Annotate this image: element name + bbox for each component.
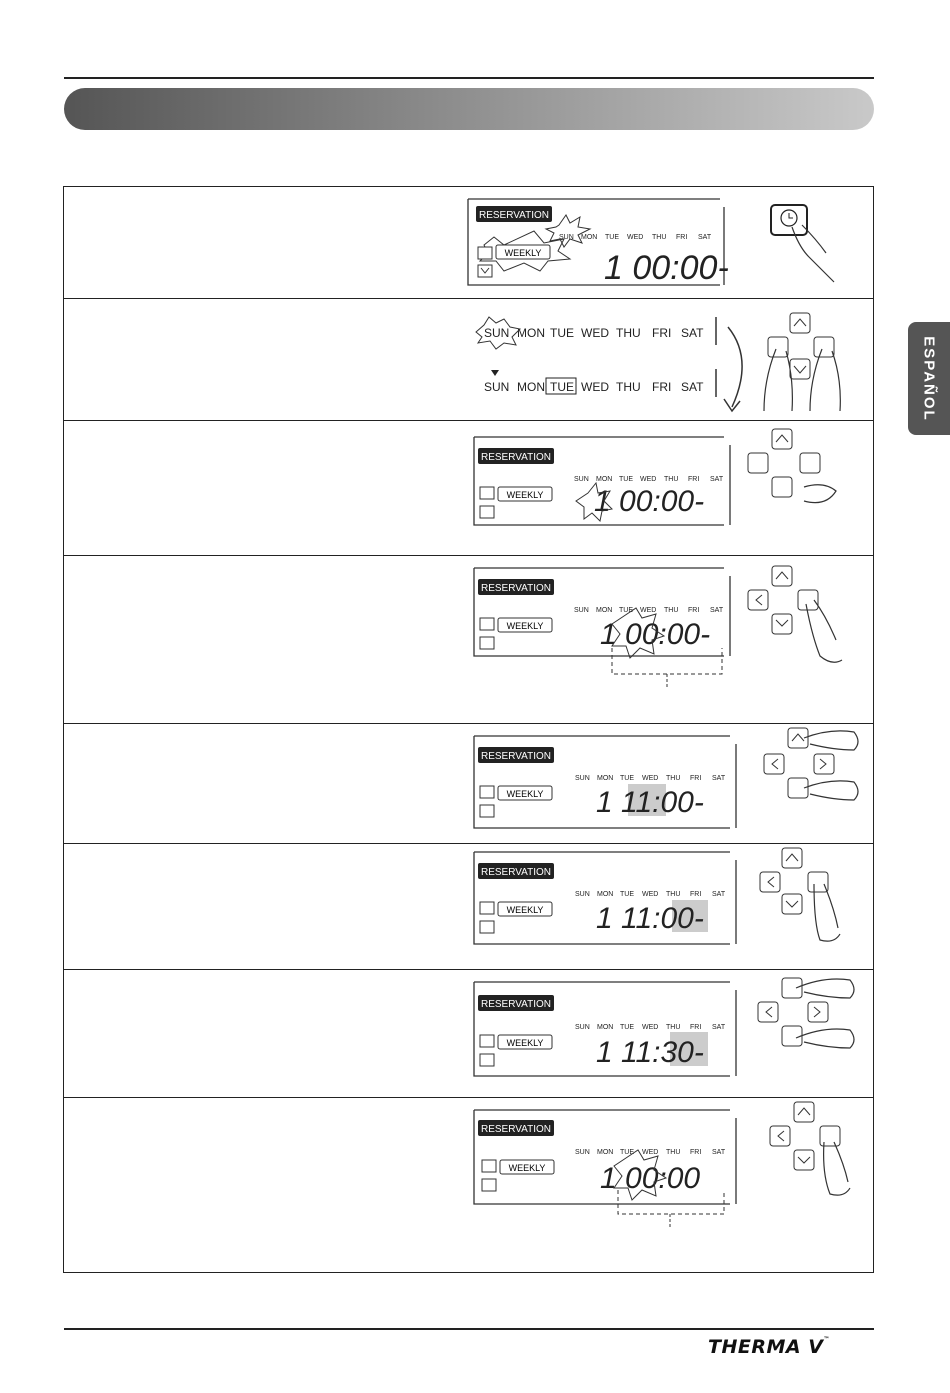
day-label: TUE (620, 1149, 634, 1156)
navigation-pad (770, 1102, 840, 1170)
weekly-label: WEEKLY (508, 1163, 546, 1173)
day-label: FRI (688, 607, 700, 614)
day-label: TUE (619, 607, 633, 614)
time-display: 1 00:00- (604, 249, 729, 287)
day-label: THU (652, 234, 667, 241)
day-label: WED (581, 326, 609, 340)
down-arrow-icon (480, 921, 494, 933)
reservation-label: RESERVATION (480, 999, 552, 1010)
day-label: THU (666, 1024, 681, 1031)
time-display: 1 11:00- (596, 786, 704, 819)
day-label: SUN (574, 476, 589, 483)
day-label: MON (596, 607, 613, 614)
day-label: FRI (690, 891, 702, 898)
day-row (575, 775, 726, 782)
day-label: SUN (575, 1024, 590, 1031)
bracket-line (612, 648, 722, 674)
day-label: WED (640, 607, 657, 614)
day-label: TUE (620, 1024, 634, 1031)
hand-icon (824, 1142, 850, 1195)
up-arrow-icon (480, 1035, 494, 1047)
step-row-3 (64, 421, 873, 556)
day-label: TUE (619, 476, 633, 483)
day-label: THU (664, 607, 679, 614)
day-label: SAT (712, 1149, 726, 1156)
step-row-8 (64, 1098, 873, 1272)
day-row (574, 607, 724, 614)
day-label: TUE (550, 380, 574, 394)
day-label: MON (597, 891, 614, 898)
down-arrow-icon (480, 637, 494, 649)
weekly-label: WEEKLY (506, 789, 544, 799)
day-label: SUN (575, 891, 590, 898)
reservation-label: RESERVATION (480, 583, 552, 594)
day-label: WED (642, 1024, 659, 1031)
day-label: THU (664, 476, 679, 483)
day-label: SUN (575, 775, 590, 782)
step-1-illustration (64, 187, 873, 299)
brand-logo-text: THERMA V (708, 1336, 824, 1358)
day-label: TUE (550, 326, 574, 340)
step-8-illustration (64, 1098, 873, 1272)
navigation-pad (748, 429, 820, 497)
day-marker-icon (491, 370, 499, 376)
reservation-label: RESERVATION (480, 1124, 552, 1135)
day-label: WED (642, 891, 659, 898)
down-arrow-icon (478, 265, 492, 277)
step-row-5 (64, 724, 873, 844)
day-select-bottom (484, 380, 704, 394)
hand-icon (804, 485, 836, 503)
day-label: MON (597, 1024, 614, 1031)
weekly-label: WEEKLY (506, 490, 544, 500)
day-row (559, 234, 712, 241)
day-label: THU (616, 326, 641, 340)
weekly-label: WEEKLY (506, 905, 544, 915)
day-label: FRI (690, 775, 702, 782)
up-arrow-icon (482, 1160, 496, 1172)
down-arrow-icon (482, 1179, 496, 1191)
day-label: FRI (652, 326, 672, 340)
language-tab (908, 322, 950, 435)
navigation-pad (758, 978, 828, 1046)
day-label: TUE (605, 234, 619, 241)
hand-icon (804, 731, 858, 750)
day-label: THU (666, 775, 681, 782)
day-label: FRI (676, 234, 688, 241)
weekly-label: WEEKLY (506, 1038, 544, 1048)
hand-icon (796, 1029, 854, 1048)
up-arrow-icon (480, 487, 494, 499)
day-label: WED (581, 380, 609, 394)
day-label: TUE (620, 891, 634, 898)
arrow-down-icon (728, 327, 742, 407)
step-6-illustration (64, 844, 873, 970)
reservation-label: RESERVATION (478, 210, 550, 221)
reservation-label: RESERVATION (480, 751, 552, 762)
time-display: 1 11:00- (596, 902, 704, 935)
down-arrow-icon (480, 805, 494, 817)
day-label: MON (517, 380, 545, 394)
reservation-label: RESERVATION (480, 452, 552, 463)
day-label: TUE (620, 775, 634, 782)
time-display: 1 00:00 (600, 1162, 701, 1195)
day-label: WED (642, 1149, 659, 1156)
day-label: SAT (712, 891, 726, 898)
day-label: SUN (575, 1149, 590, 1156)
day-label: FRI (690, 1149, 702, 1156)
navigation-pad (764, 728, 834, 798)
weekly-label: WEEKLY (504, 248, 542, 258)
step-row-6 (64, 844, 873, 970)
day-label: FRI (652, 380, 672, 394)
navigation-pad (748, 566, 818, 634)
step-4-illustration (64, 556, 873, 724)
steps-table (63, 186, 874, 1273)
hand-icon (796, 979, 854, 998)
step-5-illustration (64, 724, 873, 844)
reservation-label: RESERVATION (480, 867, 552, 878)
day-label: WED (627, 234, 644, 241)
day-label: MON (597, 1149, 614, 1156)
day-label: SAT (698, 234, 712, 241)
day-label: SAT (681, 326, 704, 340)
bottom-rule (64, 1328, 874, 1330)
section-title-bar (64, 88, 874, 130)
day-label: WED (640, 476, 657, 483)
down-arrow-icon (480, 1054, 494, 1066)
step-row-2 (64, 299, 873, 421)
hand-icon (804, 781, 858, 800)
day-label: MON (596, 476, 613, 483)
day-label: SAT (712, 1024, 726, 1031)
day-label: SAT (712, 775, 726, 782)
day-label: MON (581, 234, 598, 241)
top-rule (64, 77, 874, 79)
up-arrow-icon (480, 786, 494, 798)
weekly-label: WEEKLY (506, 621, 544, 631)
blink-burst (546, 215, 590, 247)
hand-icon (814, 884, 840, 941)
navigation-pad (768, 313, 834, 379)
step-row-4 (64, 556, 873, 724)
day-row (574, 476, 724, 483)
step-2-illustration (64, 299, 873, 421)
day-label: THU (666, 891, 681, 898)
day-row (575, 891, 726, 898)
down-arrow-icon (480, 506, 494, 518)
step-3-illustration (64, 421, 873, 556)
language-tab-label: ESPAÑOL (920, 335, 938, 422)
day-row (575, 1149, 726, 1156)
day-label: SUN (559, 234, 574, 241)
brand-logo: THERMA V™ (708, 1336, 830, 1358)
day-label: SAT (681, 380, 704, 394)
day-label: SUN (484, 380, 510, 394)
step-row-1 (64, 187, 873, 299)
day-label: SAT (710, 607, 724, 614)
up-arrow-icon (478, 247, 492, 259)
day-label: FRI (690, 1024, 702, 1031)
hand-icon (764, 349, 792, 411)
day-label: SUN (574, 607, 589, 614)
day-label: THU (666, 1149, 681, 1156)
navigation-pad (760, 848, 828, 914)
day-label: FRI (688, 476, 700, 483)
day-label: SAT (710, 476, 724, 483)
day-label: THU (616, 380, 641, 394)
time-display: 1 00:00- (594, 485, 705, 518)
time-display: 1 11:30- (596, 1036, 704, 1069)
day-label: WED (642, 775, 659, 782)
up-arrow-icon (480, 902, 494, 914)
time-display: 1 00:00- (600, 618, 711, 651)
up-arrow-icon (480, 618, 494, 630)
step-7-illustration (64, 970, 873, 1098)
day-label: MON (597, 775, 614, 782)
day-label: MON (517, 326, 545, 340)
hand-icon (810, 349, 840, 411)
day-label: SUN (484, 326, 510, 340)
day-row (575, 1024, 726, 1031)
step-row-7 (64, 970, 873, 1098)
